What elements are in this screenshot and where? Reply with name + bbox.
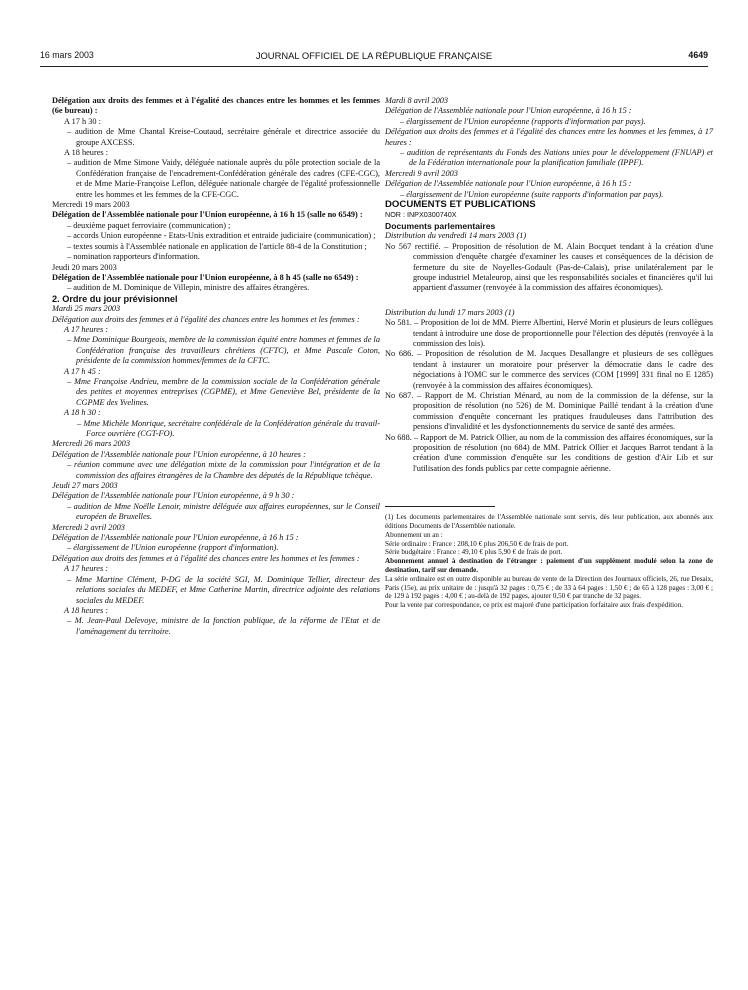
document-entry: No 687. – Rapport de M. Christian Ménard, au nom de la commission de la défense, sur la proposition de résolution (no 526) de M. Dominique Paillé tendant à la création d'une commission d'enquête concernant les pratiques frauduleuses dans l'attribution des pensions d'invalidité et les dysfonctionnements du service de santé des armées. (385, 390, 713, 432)
footnote-rule (385, 506, 495, 507)
footnote-text: Série budgétaire : France : 49,10 € plus 5,90 € de frais de port. (385, 548, 563, 557)
header-rule (40, 66, 708, 67)
footnote-text: La série ordinaire est en outre disponible au bureau de vente de la Direction des Journaux officiels, 26, rue Desaix, Paris (15e), au prix unitaire de : jusqu'à 32 pages : 0,75 € ; de 33 à 64 pages : 1,50 € ; de 65 à 128 pages : 3,00 € ; de 129 à 192 pages : 4,00 € ; au-delà de 192 pages, ajouter 0,50 € par tranche de 32 pages. (385, 574, 713, 601)
document-entry: No 581. – Proposition de loi de MM. Pierre Albertini, Hervé Morin et plusieurs de leurs collègues tendant à introduire une dose de proportionnelle pour l'élection des députés (renvoyée à la commission des lois). (385, 318, 713, 348)
agenda-item: – deuxième paquet ferroviaire (communication) ; (67, 220, 231, 230)
left-column (52, 96, 380, 637)
day-heading: Mardi 8 avril 2003 (385, 96, 449, 105)
agenda-item: – textes soumis à l'Assemblée nationale en application de l'article 88-4 de la Constitution ; (67, 241, 367, 251)
agenda-item: – audition de M. Dominique de Villepin, ministre des affaires étrangères. (67, 283, 310, 293)
nor-reference: NOR : INPX0300740X (385, 210, 457, 220)
day-heading: Mercredi 9 avril 2003 (385, 168, 458, 178)
section-title: 2. Ordre du jour prévisionnel (52, 293, 178, 304)
agenda-item: – audition de Mme Noëlle Lenoir, ministre déléguée aux affaires européennes, sur le Conseil européen de Bruxelles. (67, 501, 380, 522)
page-header (40, 50, 708, 64)
delegation-heading: Délégation aux droits des femmes et à l'égalité des chances entre les hommes et les femmes (6e bureau) : (52, 96, 380, 116)
time-label: A 17 heures : (64, 324, 109, 334)
delegation-heading: Délégation de l'Assemblée nationale pour l'Union européenne, à 10 heures : (52, 449, 306, 459)
day-heading: Mardi 25 mars 2003 (52, 304, 121, 314)
time-label: A 17 h 30 : (64, 116, 101, 126)
agenda-item: – élargissement de l'Union européenne (rapports d'information par pays). (400, 116, 646, 126)
journal-title: JOURNAL OFFICIEL DE LA RÉPUBLIQUE FRANÇAISE (255, 50, 493, 61)
document-entry: No 567 rectifié. – Proposition de résolution de M. Alain Bocquet tendant à la création d'une commission d'enquête chargée d'examiner les causes et conséquences de la décision de fermeture du site de Noyelles-Godault (Pas-de-Calais), prise unilatéralement par le groupe industriel Metaleurop, ainsi que les responsabilités sociales et financières qu'il lui appartient d'assumer (renvoyée à la commission des affaires économiques). (385, 241, 713, 293)
time-label: A 18 heures : (64, 605, 109, 615)
footnote-text: Pour la vente par correspondance, ce prix est majoré d'une participation forfaitaire aux frais d'expédition. (385, 601, 684, 610)
day-heading: Mercredi 19 mars 2003 (52, 200, 130, 210)
delegation-heading: Délégation de l'Assemblée nationale pour l'Union européenne, à 9 h 30 : (52, 491, 295, 501)
agenda-item: – audition de Mme Simone Vaidy, déléguée nationale auprès du pôle protection sociale de la Confédération française de l'encadrement-Confédération générale des cadres (CFE-CGC), et de Mme Marie-Françoise Leflon, déléguée nationale chargée de l'égalité professionnelle entre les hommes et les femmes de la CFE-CGC. (67, 158, 380, 199)
day-heading: Jeudi 20 mars 2003 (52, 262, 117, 272)
delegation-heading: Délégation aux droits des femmes et à l'égalité des chances entre les hommes et les femmes : (52, 553, 360, 563)
agenda-item: – élargissement de l'Union européenne (suite rapports d'information par pays). (400, 189, 664, 199)
time-label: A 18 h 30 : (64, 408, 101, 418)
delegation-heading: Délégation de l'Assemblée nationale pour l'Union européenne, à 8 h 45 (salle no 6549) : (52, 272, 359, 282)
agenda-item: – M. Jean-Paul Delevoye, ministre de la fonction publique, de la réforme de l'Etat et de l'aménagement du territoire. (67, 616, 380, 636)
delegation-heading: Délégation aux droits des femmes et à l'égalité des chances entre les hommes et les femmes : (52, 314, 360, 324)
delegation-heading: Délégation aux droits des femmes et à l'égalité des chances entre les hommes et les femmes, à 17 heures : (385, 127, 713, 147)
footnote-text: Série ordinaire : France : 208,10 € plus 206,50 € de frais de port. (385, 539, 569, 548)
agenda-item: – Mme Françoise Andrieu, membre de la commission sociale de la Confédération générale des petites et moyennes entreprises (CGPME), et Mme Geneviève Bel, présidente de la CGPME des Yvelines. (67, 376, 380, 407)
distribution-heading: Distribution du vendredi 14 mars 2003 (1) (385, 231, 527, 241)
footnote-text: (1) Les documents parlementaires de l'Assemblée nationale sont servis, dès leur publication, aux abonnés aux éditions Documents de l'Assemblée nationale. (385, 513, 713, 531)
time-label: A 17 heures : (64, 564, 109, 574)
agenda-item: – audition de représentants du Fonds des Nations unies pour le développement (FNUAP) et de la Fédération internationale pour la planification familiale (IPPF). (400, 148, 713, 168)
document-entry: No 688. – Rapport de M. Patrick Ollier, au nom de la commission des affaires économiques, sur la proposition de résolution (no 684) de MM. Patrick Ollier et Jacques Barrot tendant à la création d'une commission d'enquête sur les conditions de gestion d'Air Lib et sur l'utilisation des fonds publics par cette compagnie aérienne. (385, 432, 713, 473)
right-column (385, 96, 713, 610)
day-heading: Mercredi 2 avril 2003 (52, 522, 125, 532)
agenda-item: – audition de Mme Chantal Kreise-Coutaud, secrétaire générale et directrice associée du groupe AXCESS. (67, 127, 380, 147)
footnote-text: Abonnement annuel à destination de l'étranger : paiement d'un supplément modulé selon la zone de destination, tarif sur demande. (385, 557, 713, 574)
agenda-item: – Mme Michèle Monrique, secrétaire confédérale de la Confédération générale du travail-Force ouvrière (CGT-FO). (77, 418, 380, 438)
footnote-text: Abonnement un an : (385, 530, 443, 539)
day-heading: Mercredi 26 mars 2003 (52, 439, 130, 449)
documents-subtitle: Documents parlementaires (385, 220, 496, 231)
day-heading: Jeudi 27 mars 2003 (52, 481, 118, 491)
delegation-heading: Délégation de l'Assemblée nationale pour l'Union européenne, à 16 h 15 : (385, 106, 632, 116)
time-label: A 18 heures : (64, 148, 109, 158)
agenda-item: – réunion commune avec une délégation mixte de la commission pour l'intégration et de la commission des affaires étrangères de la Chambre des députés de la République tchèque. (67, 460, 380, 480)
delegation-heading: Délégation de l'Assemblée nationale pour l'Union européenne, à 16 h 15 : (385, 179, 632, 189)
agenda-item: – accords Union européenne - Etats-Unis extradition et entraide judiciaire (communication) ; (67, 231, 376, 241)
time-label: A 17 h 45 : (64, 366, 101, 376)
documents-title: DOCUMENTS ET PUBLICATIONS (385, 199, 536, 211)
page-number: 4649 (688, 50, 708, 60)
document-entry: No 686. – Proposition de résolution de M. Jacques Desallangre et plusieurs de ses collègues tendant à instaurer un moratoire pour préserver la démocratie dans le cadre des négociations à l'OMC sur le commerce des services (COM [1999] 331 final no E 1285) (renvoyée à la commission des affaires économiques). (385, 349, 713, 390)
delegation-heading: Délégation de l'Assemblée nationale pour l'Union européenne, à 16 h 15 : (52, 533, 299, 543)
agenda-item: – élargissement de l'Union européenne (rapport d'information). (67, 543, 279, 553)
agenda-item: – Mme Martine Clément, P-DG de la société SGI, M. Dominique Tellier, directeur des relations sociales du MEDEF, et Mme Catherine Martin, directrice adjointe des relations sociales du MEDEF. (67, 574, 380, 605)
agenda-item: – nomination rapporteurs d'information. (67, 252, 200, 262)
header-date: 16 mars 2003 (40, 50, 94, 60)
distribution-heading: Distribution du lundi 17 mars 2003 (1) (385, 307, 515, 317)
delegation-heading: Délégation de l'Assemblée nationale pour l'Union européenne, à 16 h 15 (salle no 6549) : (52, 210, 363, 220)
agenda-item: – Mme Dominique Bourgeois, membre de la commission équité entre hommes et femmes de la Confédération française des travailleurs chrétiens (CFTC), et Mme Pascale Coton, présidente de la commission hommes/femmes de la CFTC. (67, 335, 380, 366)
